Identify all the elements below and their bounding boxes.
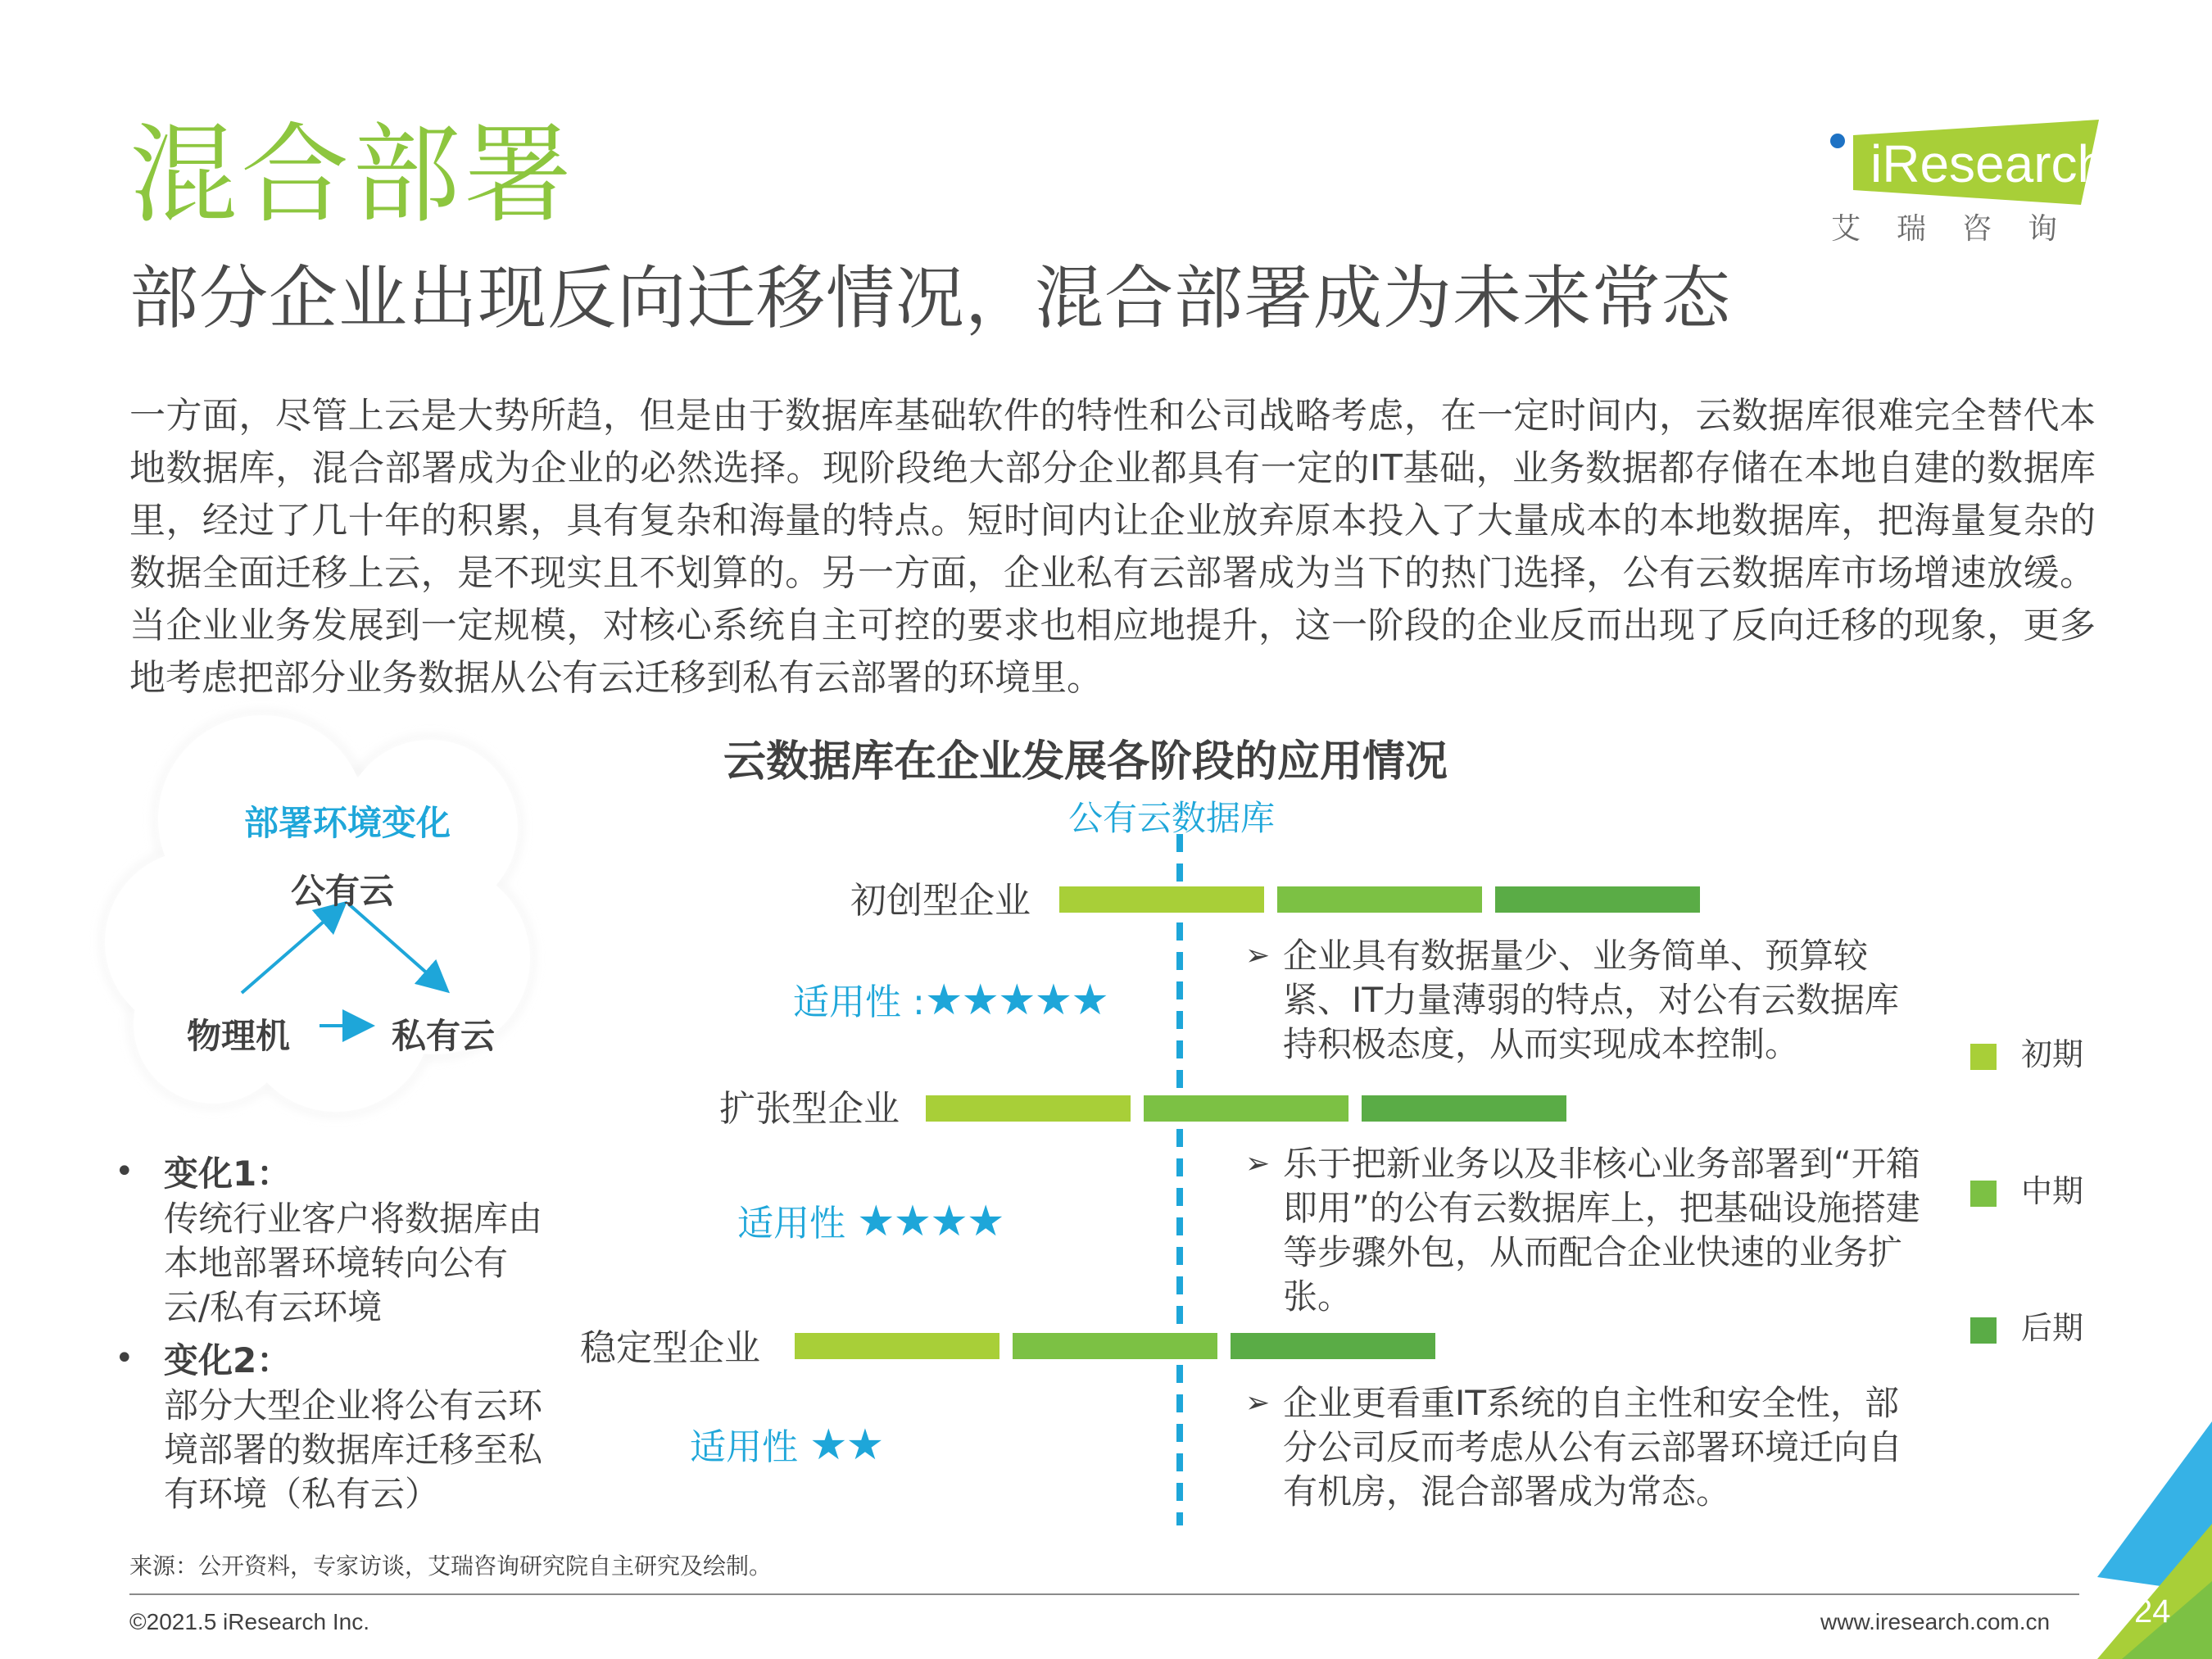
star-rating-icon: ★★★★★ (924, 976, 1108, 1025)
page-number: 24 (2134, 1593, 2171, 1630)
legend-swatch (1970, 1317, 1997, 1344)
arrow-bullet-icon: ➢ (1245, 1147, 1271, 1181)
suitability-label: 适用性 (737, 1203, 845, 1244)
stage-name-expansion: 扩张型企业 (719, 1088, 900, 1130)
node-public-cloud: 公有云 (291, 871, 395, 911)
divider-label: 公有云数据库 (1068, 798, 1276, 838)
stage-bar-1-phase-3 (1495, 886, 1700, 913)
chart-title: 云数据库在企业发展各阶段的应用情况 (723, 737, 1448, 786)
legend-label: 初期 (2021, 1036, 2084, 1072)
change-title: 变化1： (164, 1154, 292, 1194)
suitability-label: 适用性 : (793, 981, 925, 1023)
suitability-stable (690, 1421, 883, 1470)
bullet-icon: • (115, 1339, 134, 1377)
stage-name-startup: 初创型企业 (850, 880, 1031, 922)
stage-description (1245, 934, 1933, 1067)
legend-swatch (1970, 1181, 1997, 1207)
stage-description (1245, 1142, 1933, 1319)
legend-swatch (1970, 1044, 1997, 1070)
stage-description (1245, 1381, 1933, 1514)
page-title: 混合部署 (129, 112, 575, 238)
logo-cn-name: 艾瑞咨询 (1831, 212, 2094, 246)
body-paragraph: 一方面，尽管上云是大势所趋，但是由于数据库基础软件的特性和公司战略考虑，在一定时间内，云数据库很难完全替代本地数据库，混合部署成为企业的必然选择。现阶段绝大部分企业都具有一定的IT基础，业务数据都存储在本地自建的数据库里，经过了几十年的积累，具有复杂和海量的特点。短时间内让企业放弃原本投入了大量成本的本地数据库，把海量复杂的数据全面迁移上云，是不现实且不划算的。另一方面，企业私有云部署成为当下的热门选择，公有云数据库市场增速放缓。当企业业务发展到一定规模，对核心系统自主可控的要求也相应地提升，这一阶段的企业反而出现了反向迁移的现象，更多地考虑把部分业务数据从公有云迁移到私有云部署的环境里。 (129, 395, 2096, 699)
source-note: 来源：公开资料，专家访谈，艾瑞咨询研究院自主研究及绘制。 (129, 1552, 773, 1580)
star-rating-icon: ★★ (809, 1421, 883, 1470)
stage-bar-3-phase-2 (1013, 1333, 1217, 1359)
stage-bar-2-phase-3 (1362, 1095, 1566, 1122)
star-rating-icon: ★★★★ (857, 1197, 1004, 1246)
suitability-startup (793, 976, 1108, 1025)
logo-brand: iResearch (1870, 134, 2107, 193)
stage-bar-1-phase-2 (1277, 886, 1482, 913)
arrow-bullet-icon: ➢ (1245, 939, 1271, 972)
legend-mid (1970, 1173, 2084, 1209)
change-item (107, 1151, 598, 1330)
stage-bar-3-phase-3 (1231, 1333, 1435, 1359)
suitability-label: 适用性 (690, 1426, 798, 1468)
description-text: 乐于把新业务以及非核心业务部署到“开箱即用”的公有云数据库上，把基础设施搭建等步骤外包，从而配合企业快速的业务扩张。 (1283, 1144, 1920, 1317)
changes-list (107, 1151, 598, 1521)
node-physical-machine: 物理机 (187, 1016, 291, 1056)
stage-bar-2-phase-2 (1144, 1095, 1349, 1122)
change-text: 传统行业客户将数据库由本地部署环境转向公有云/私有云环境 (164, 1199, 543, 1327)
page-subtitle: 部分企业出现反向迁移情况，混合部署成为未来常态 (129, 258, 1732, 338)
website-link[interactable]: www.iresearch.com.cn (1820, 1609, 2051, 1634)
copyright: ©2021.5 iResearch Inc. (129, 1609, 370, 1634)
change-item (107, 1338, 598, 1516)
logo-dot-icon (1830, 134, 1845, 148)
stage-bar-1-phase-1 (1059, 886, 1264, 913)
description-text: 企业具有数据量少、业务简单、预算较紧、IT力量薄弱的特点，对公有云数据库持积极态度，从而实现成本控制。 (1283, 936, 1900, 1064)
footer-divider (129, 1593, 2079, 1595)
node-private-cloud: 私有云 (392, 1016, 496, 1056)
stage-bar-2-phase-1 (926, 1095, 1131, 1122)
legend-late (1970, 1312, 2083, 1344)
arrow-bullet-icon: ➢ (1245, 1386, 1271, 1420)
legend-early (1970, 1036, 2084, 1072)
change-text: 部分大型企业将公有云环境部署的数据库迁移至私有环境（私有云） (164, 1385, 543, 1514)
legend-label: 中期 (2021, 1173, 2084, 1209)
legend-label: 后期 (2021, 1310, 2084, 1346)
description-text: 企业更看重IT系统的自主性和安全性，部分公司反而考虑从公有云部署环境迁向自有机房，混合部署成为常态。 (1283, 1383, 1903, 1512)
stage-name-stable: 稳定型企业 (580, 1327, 760, 1369)
suitability-expansion (737, 1197, 1004, 1246)
stage-bar-3-phase-1 (795, 1333, 999, 1359)
bullet-icon: • (115, 1153, 134, 1190)
cloud-title: 部署环境变化 (244, 803, 451, 843)
change-title: 变化2： (164, 1340, 292, 1380)
